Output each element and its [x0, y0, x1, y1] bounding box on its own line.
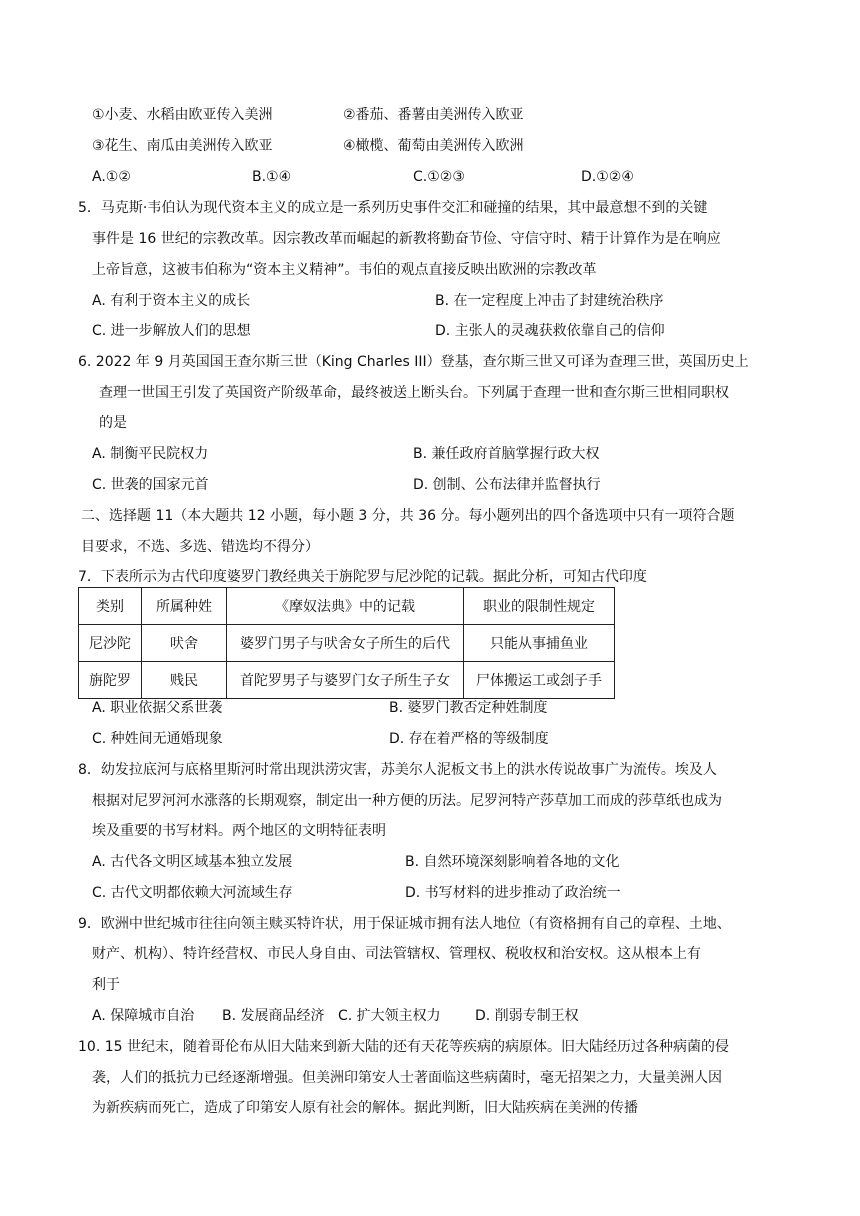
q10-stem-line-3: 为新疾病而死亡，造成了印第安人原有社会的解体。据此判断，旧大陆疾病在美洲的传播	[92, 1100, 638, 1116]
table-row	[79, 662, 615, 699]
q7-option-a: A. 职业依据父系世袭	[92, 700, 223, 716]
table-cell: 尸体搬运工或刽子手	[464, 662, 615, 699]
q4-item-3: ③花生、南瓜由美洲传入欧亚	[92, 138, 273, 154]
caste-table	[78, 587, 615, 699]
section-2-heading-line-1: 二、选择题 11（本大题共 12 小题，每小题 3 分，共 36 分。每小题列出的四个备选项中只有一项符合题	[81, 508, 735, 524]
q4-item-4: ④橄榄、葡萄由美洲传入欧洲	[343, 138, 524, 154]
table-cell: 婆罗门男子与吠舍女子所生的后代	[227, 625, 464, 662]
q10-stem-line-1: 10. 15 世纪末，随着哥伦布从旧大陆来到新大陆的还有天花等疾病的病原体。旧大陆经历过各种病菌的侵	[78, 1039, 729, 1055]
q4-option-c: C.①②③	[413, 169, 465, 185]
q6-option-b: B. 兼任政府首脑掌握行政大权	[413, 446, 600, 462]
q4-option-a: A.①②	[92, 169, 131, 185]
q8-option-d: D. 书写材料的进步推动了政治统一	[405, 885, 621, 901]
q6-stem-line-3: 的是	[99, 415, 127, 431]
q7-stem: 7．下表所示为古代印度婆罗门教经典关于旃陀罗与尼沙陀的记载。据此分析，可知古代印度	[78, 569, 647, 585]
q9-stem-line-2: 财产、机构）、特许经营权、市民人身自由、司法管辖权、管理权、税收权和治安权。这从根本上有	[92, 946, 701, 962]
q6-option-c: C. 世袭的国家元首	[92, 477, 209, 493]
q4-option-d: D.①②④	[581, 169, 634, 185]
table-cell: 旃陀罗	[79, 662, 142, 699]
q8-stem-line-1: 8．幼发拉底河与底格里斯河时常出现洪涝灾害，苏美尔人泥板文书上的洪水传说故事广为流传。埃及人	[78, 762, 717, 778]
table-cell: 贱民	[142, 662, 227, 699]
q9-option-d: D. 削弱专制王权	[475, 1008, 579, 1024]
q5-stem-line-1: 5．马克斯·韦伯认为现代资本主义的成立是一系列历史事件交汇和碰撞的结果，其中最意想不到的关键	[78, 200, 708, 216]
q8-option-c: C. 古代文明都依赖大河流域生存	[92, 885, 293, 901]
q9-stem-line-3: 利于	[92, 977, 120, 993]
table-header-cell: 所属种姓	[142, 588, 227, 625]
q8-stem-line-3: 埃及重要的书写材料。两个地区的文明特征表明	[92, 823, 386, 839]
table-cell: 首陀罗男子与婆罗门女子所生子女	[227, 662, 464, 699]
table-cell: 吠舍	[142, 625, 227, 662]
table-header-cell: 类别	[79, 588, 142, 625]
q5-option-d: D. 主张人的灵魂获救依靠自己的信仰	[435, 323, 665, 339]
q5-option-a: A. 有利于资本主义的成长	[92, 293, 251, 309]
q5-option-b: B. 在一定程度上冲击了封建统治秩序	[435, 293, 664, 309]
table-row	[79, 625, 615, 662]
q9-stem-line-1: 9．欧洲中世纪城市往往向领主赎买特许状，用于保证城市拥有法人地位（有资格拥有自己的章程、土地、	[78, 916, 731, 932]
q6-option-d: D. 创制、公布法律并监督执行	[413, 477, 601, 493]
q5-option-c: C. 进一步解放人们的思想	[92, 323, 251, 339]
q9-option-a: A. 保障城市自治	[92, 1008, 195, 1024]
q4-option-b: B.①④	[252, 169, 292, 185]
q5-stem-line-2: 事件是 16 世纪的宗教改革。因宗教改革而崛起的新教将勤奋节俭、守信守时、精于计算作为是在响应	[92, 231, 721, 247]
q6-stem-line-1: 6. 2022 年 9 月英国国王查尔斯三世（King Charles III）登基，查尔斯三世又可译为查理三世，英国历史上	[78, 354, 749, 370]
q8-option-a: A. 古代各文明区域基本独立发展	[92, 854, 293, 870]
q10-stem-line-2: 袭，人们的抵抗力已经逐渐增强。但美洲印第安人士著面临这些病菌时，毫无招架之力，大量美洲人因	[92, 1070, 722, 1086]
q9-option-b: B. 发展商品经济	[222, 1008, 325, 1024]
q8-option-b: B. 自然环境深刻影响着各地的文化	[405, 854, 620, 870]
table-cell: 只能从事捕鱼业	[464, 625, 615, 662]
section-2-heading-line-2: 目要求，不选、多选、错选均不得分）	[81, 539, 319, 555]
q7-option-b: B. 婆罗门教否定种姓制度	[389, 700, 548, 716]
q5-stem-line-3: 上帝旨意，这被韦伯称为“资本主义精神”。韦伯的观点直接反映出欧洲的宗教改革	[92, 262, 597, 278]
table-header-row	[79, 588, 615, 625]
table-cell: 尼沙陀	[79, 625, 142, 662]
q7-option-d: D. 存在着严格的等级制度	[389, 731, 549, 747]
q4-item-1: ①小麦、水稻由欧亚传入美洲	[92, 107, 273, 123]
table-header-cell: 职业的限制性规定	[464, 588, 615, 625]
table-header-cell: 《摩奴法典》中的记载	[227, 588, 464, 625]
q9-option-c: C. 扩大领主权力	[338, 1008, 441, 1024]
q7-option-c: C. 种姓间无通婚现象	[92, 731, 223, 747]
q4-item-2: ②番茄、番薯由美洲传入欧亚	[343, 107, 524, 123]
q6-option-a: A. 制衡平民院权力	[92, 446, 209, 462]
q6-stem-line-2: 查理一世国王引发了英国资产阶级革命，最终被送上断头台。下列属于查理一世和查尔斯三世相同职权	[99, 385, 729, 401]
q8-stem-line-2: 根据对尼罗河河水涨落的长期观察，制定出一种方便的历法。尼罗河特产莎草加工而成的莎草纸也成为	[92, 793, 722, 809]
